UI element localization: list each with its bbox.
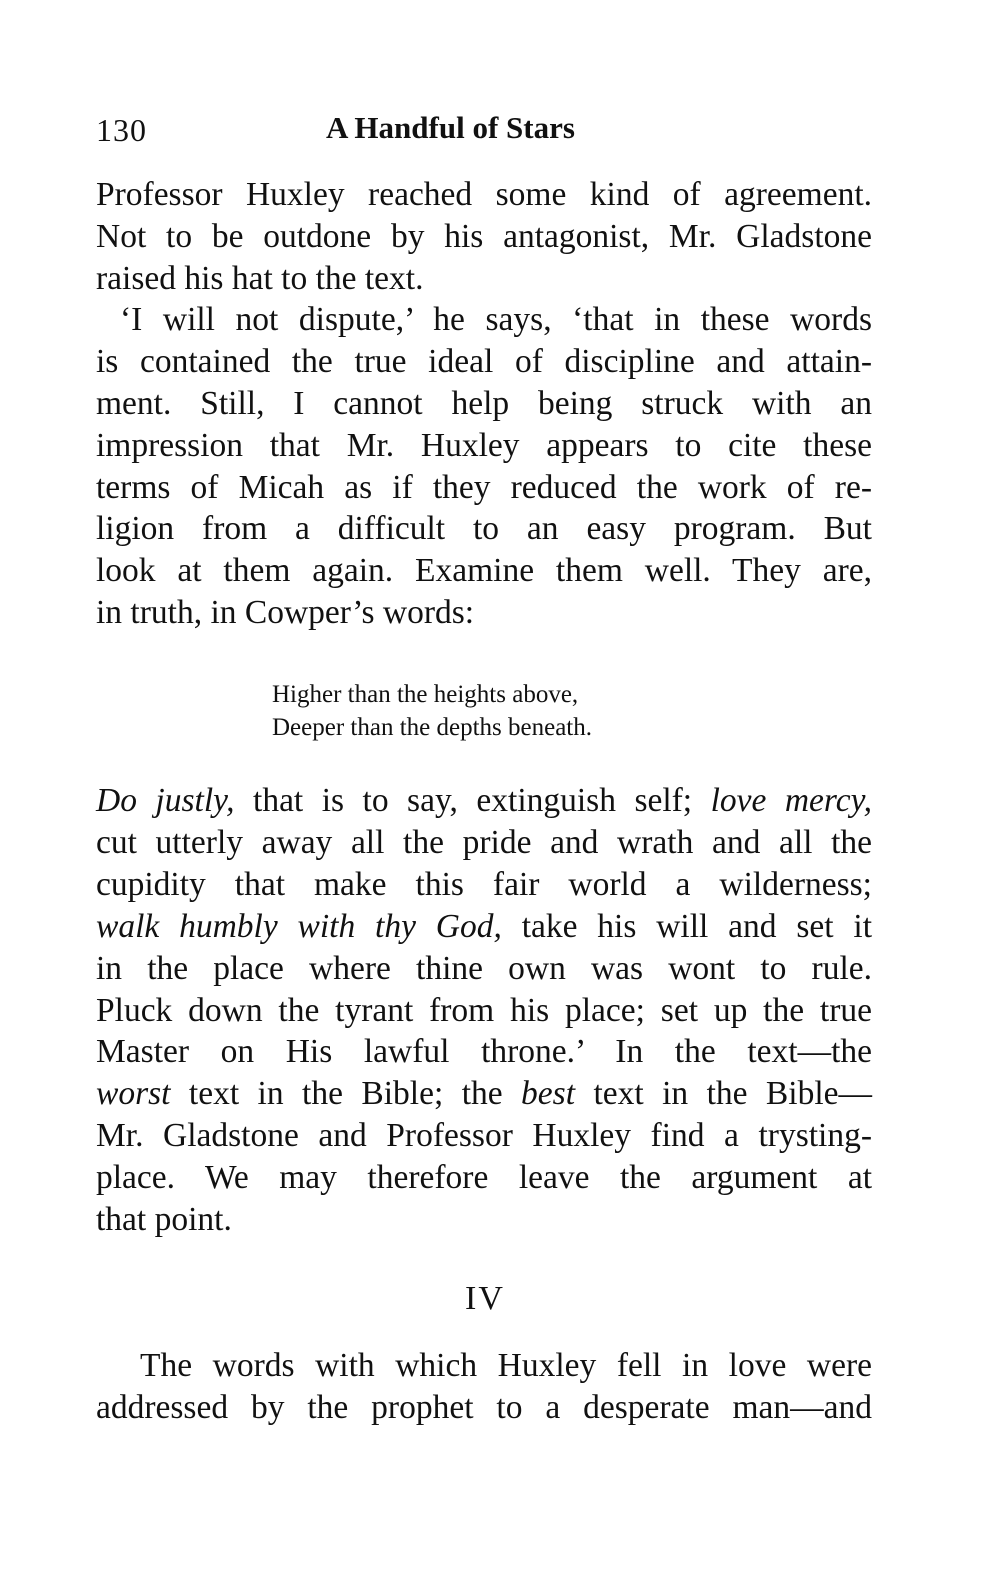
text-line: cupidity that make this fair world a wilderness; bbox=[96, 865, 872, 903]
section-heading: IV bbox=[465, 1280, 505, 1317]
text-line: in truth, in Cowper’s words: bbox=[96, 593, 475, 631]
italic-phrase: worst bbox=[96, 1075, 171, 1113]
paragraph-3 bbox=[96, 780, 872, 1241]
text-line: cut utterly away all the pride and wrath and all the bbox=[96, 823, 872, 861]
text-line: addressed by the prophet to a desperate man—and bbox=[96, 1389, 872, 1426]
text-run: text in the Bible— bbox=[575, 1075, 872, 1113]
text-line: ment. Still, I cannot help being struck with an bbox=[96, 384, 872, 422]
text-line: Professor Huxley reached some kind of agreement. bbox=[96, 176, 872, 213]
paragraph-4 bbox=[96, 1345, 872, 1429]
page-header bbox=[96, 106, 636, 156]
text-line: The words with which Huxley fell in love were bbox=[140, 1347, 872, 1384]
verse-line: Deeper than the depths beneath. bbox=[272, 714, 593, 741]
text-line: ‘I will not dispute,’ he says, ‘that in these words bbox=[120, 301, 872, 339]
verse-line: Higher than the heights above, bbox=[272, 681, 579, 708]
text-line: Master on His lawful throne.’ In the text—the bbox=[96, 1033, 872, 1071]
paragraph-2 bbox=[96, 299, 872, 633]
text-line bbox=[96, 906, 872, 948]
paragraph-1 bbox=[96, 174, 872, 299]
italic-phrase: love mercy, bbox=[710, 782, 872, 819]
text-run: take his will and set it bbox=[501, 907, 872, 945]
text-line: raised his hat to the text. bbox=[96, 259, 424, 297]
text-line: place. We may therefore leave the argument at bbox=[96, 1159, 872, 1197]
text-line: look at them again. Examine them well. They are, bbox=[96, 552, 872, 590]
text-line: Not to be outdone by his antagonist, Mr. Gladstone bbox=[96, 217, 872, 255]
text-line: terms of Micah as if they reduced the work of re- bbox=[96, 468, 872, 506]
text-line bbox=[96, 1073, 872, 1115]
text-line: is contained the true ideal of discipline and attain- bbox=[96, 343, 872, 381]
text-line: ligion from a difficult to an easy program. But bbox=[96, 510, 872, 548]
page-number: 130 bbox=[96, 112, 147, 148]
italic-phrase: best bbox=[521, 1075, 576, 1113]
verse-quote bbox=[272, 678, 592, 744]
text-line: that point. bbox=[96, 1201, 232, 1239]
body-text-top bbox=[96, 174, 872, 634]
text-run: text in the Bible; the bbox=[170, 1075, 522, 1113]
text-line: impression that Mr. Huxley appears to cite these bbox=[96, 426, 872, 464]
text-line: Pluck down the tyrant from his place; set up the true bbox=[96, 991, 872, 1029]
italic-phrase: walk humbly with thy God, bbox=[96, 907, 502, 945]
text-run: that is to say, extinguish self; bbox=[234, 782, 711, 819]
text-line: in the place where thine own was wont to rule. bbox=[96, 949, 872, 987]
text-line: Mr. Gladstone and Professor Huxley find a trysting- bbox=[96, 1117, 872, 1155]
italic-phrase: Do justly, bbox=[96, 782, 235, 819]
running-title: A Handful of Stars bbox=[326, 110, 575, 145]
text-line bbox=[96, 780, 872, 822]
